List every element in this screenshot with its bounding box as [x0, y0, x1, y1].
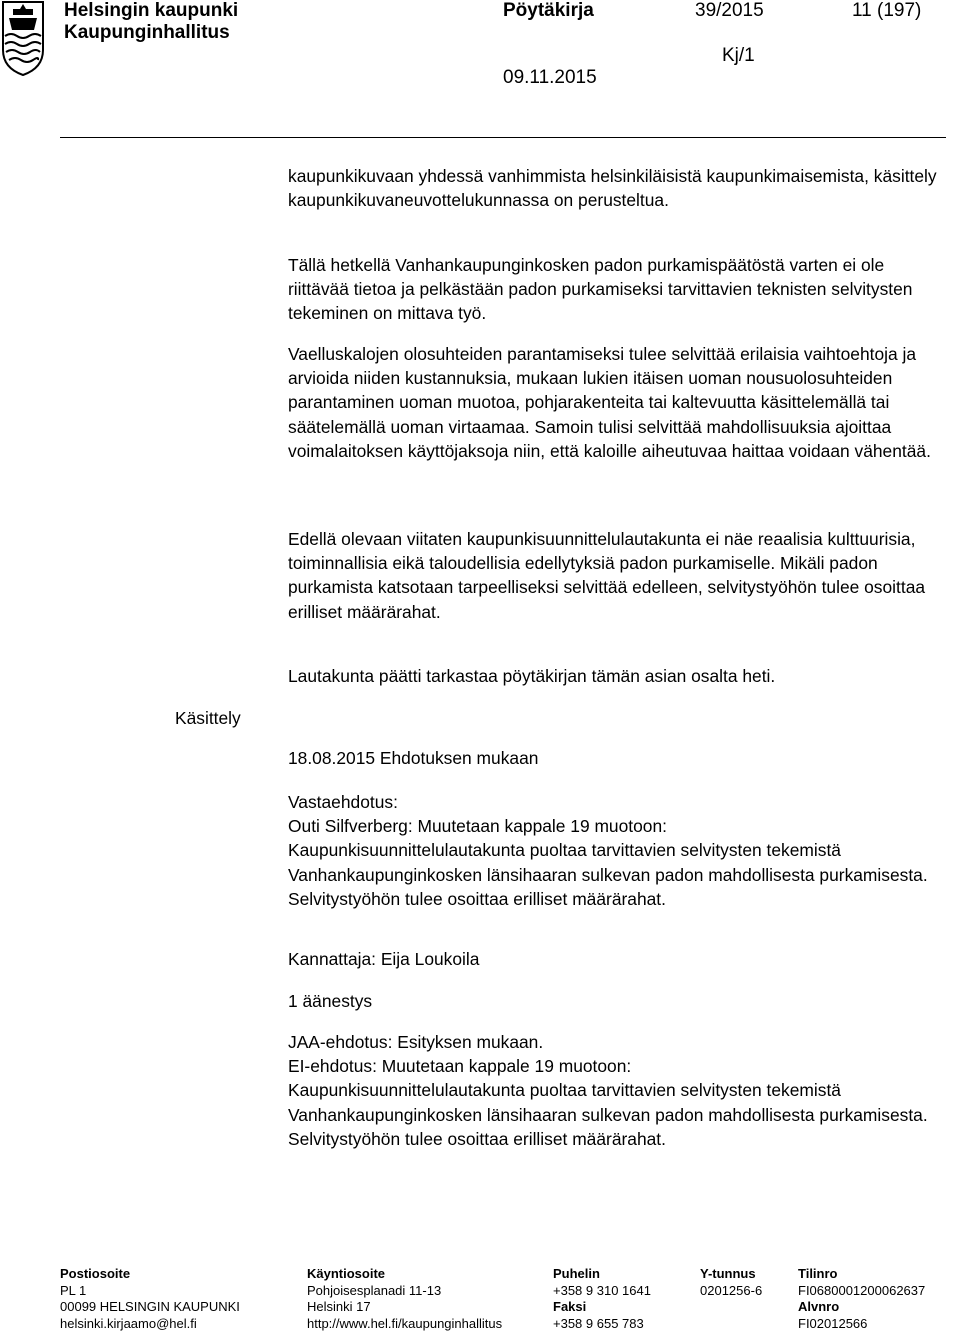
header-org: Helsingin kaupunki [64, 0, 239, 21]
kasittely-date-line: 18.08.2015 Ehdotuksen mukaan [288, 748, 539, 768]
header-page-number: 11 (197) [852, 0, 922, 21]
aanestys-line: 1 äänestys [288, 991, 373, 1011]
footer-vat-number: FI02012566 [798, 1315, 868, 1331]
footer-ytunnus [700, 1266, 762, 1299]
paragraph-1: kaupunkikuvaan yhdessä vanhimmista helsinkiläisistä kaupunkimaisemista, käsittely kaupunkikuvaneuvottelukunnassa on perusteltua. [288, 166, 937, 211]
header-item-code: Kj/1 [722, 45, 755, 66]
kasittely-decision: Lautakunta päätti tarkastaa pöytäkirjan tämän asian osalta heti. [288, 666, 776, 686]
footer-po-box: PL 1 [60, 1282, 87, 1298]
footer-fax: +358 9 655 783 [553, 1315, 644, 1331]
header-doc-type: Pöytäkirja [503, 0, 594, 21]
footer-phone: +358 9 310 1641 [553, 1282, 651, 1298]
footer-tilinro [798, 1266, 925, 1332]
footer-puhelin [553, 1266, 651, 1332]
header-meeting-number: 39/2015 [695, 0, 764, 21]
footer-city: Helsinki 17 [307, 1299, 371, 1314]
kannattaja-line: Kannattaja: Eija Loukoila [288, 949, 480, 969]
footer-tilinro-label: Tilinro [798, 1266, 838, 1281]
footer-alvnro-label: Alvnro [798, 1299, 840, 1314]
footer-kayntiosoite-label: Käyntiosoite [307, 1266, 386, 1281]
ei-ehdotus-text: Kaupunkisuunnittelulautakunta puoltaa tarvittavien selvitysten tekemistä Vanhankaupunginkosken länsihaaran sulkevan padon mahdollisesta purkamisesta. Selvitystyöhön tulee osoittaa erilliset määrärahat. [288, 1080, 928, 1149]
paragraph-3: Vaelluskalojen olosuhteiden parantamiseksi tulee selvittää erilaisia vaihtoehtoja ja arvioida niiden kustannuksia, mukaan lukien itäisen uoman nousuolosuhteiden parantaminen uoman muotoa, pohjarakenteita tai kaltevuutta käsittelemällä tai säätelemällä uoman virtaamaa. Samoin tulisi selvittää mahdollisuuksia ajoittaa voimalaitoksen käyttöjaksoja niin, että kaloille aiheutuvaa haittaa voidaan vähentää. [288, 344, 931, 461]
footer-street-address: Pohjoisesplanadi 11-13 [307, 1282, 442, 1298]
footer-faksi-label: Faksi [553, 1299, 587, 1314]
kasittely-label: Käsittely [175, 708, 241, 728]
helsinki-coat-of-arms-logo [0, 0, 46, 76]
footer-puhelin-label: Puhelin [553, 1266, 600, 1281]
footer-ytunnus-label: Y-tunnus [700, 1266, 756, 1281]
ehdotukset-block [288, 1030, 948, 1151]
header-date: 09.11.2015 [503, 67, 597, 88]
vastaehdotus-proposer: Outi Silfverberg: Muutetaan kappale 19 muotoon: [288, 816, 667, 837]
footer-email-link[interactable]: helsinki.kirjaamo@hel.fi [60, 1315, 197, 1331]
footer-account-number: FI0680001200062637 [798, 1282, 926, 1298]
header-body: Kaupunginhallitus [64, 22, 230, 43]
paragraph-4: Edellä olevaan viitaten kaupunkisuunnittelulautakunta ei näe reaalisia kulttuurisia, toiminnallisia eikä taloudellisia edellytyksiä padon purkamiselle. Mikäli padon purkamista katsotaan tarpeelliseksi selvittää edelleen, selvitystyöhön tulee osoittaa erilliset määrärahat. [288, 529, 926, 622]
jaa-ehdotus: JAA-ehdotus: Esityksen mukaan. [288, 1032, 544, 1052]
ei-ehdotus-heading: EI-ehdotus: Muutetaan kappale 19 muotoon: [288, 1056, 632, 1077]
footer-kayntiosoite [307, 1266, 502, 1332]
footer-postal-address: 00099 HELSINGIN KAUPUNKI [60, 1299, 240, 1314]
footer-postiosoite-label: Postiosoite [60, 1266, 131, 1281]
header-divider [60, 137, 946, 138]
footer-website-link[interactable]: http://www.hel.fi/kaupunginhallitus [307, 1315, 503, 1331]
paragraph-2: Tällä hetkellä Vanhankaupunginkosken padon purkamispäätöstä varten ei ole riittävää tietoa ja pelkästään padon purkamiseksi tarvittavien teknisten selvitysten tekeminen on mittava työ. [288, 255, 913, 324]
vastaehdotus-heading: Vastaehdotus: [288, 792, 398, 812]
vastaehdotus-block [288, 790, 948, 911]
footer-business-id: 0201256-6 [700, 1282, 763, 1298]
footer-postiosoite [60, 1266, 240, 1332]
vastaehdotus-text: Kaupunkisuunnittelulautakunta puoltaa tarvittavien selvitysten tekemistä Vanhankaupunginkosken länsihaaran sulkevan padon mahdollisesta purkamisesta. Selvitystyöhön tulee osoittaa erilliset määrärahat. [288, 840, 928, 909]
